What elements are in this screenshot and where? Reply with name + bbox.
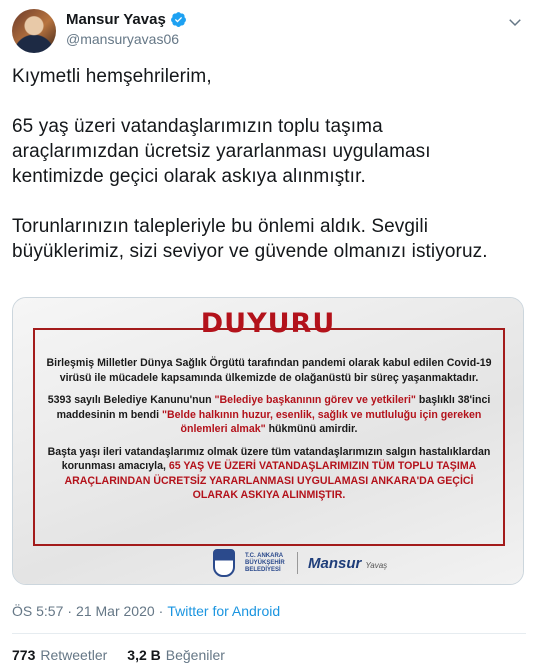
tweet-line: kentimizde geçici olarak askıya alınmıştır.: [12, 166, 366, 187]
tweet-line: Kıymetli hemşehrilerim,: [12, 66, 212, 87]
retweets-label: Retweetler: [40, 647, 108, 663]
poster-highlight: 65 YAŞ VE ÜZERİ VATANDAŞLARIMIZIN TÜM TOPLU TAŞIMA ARAÇLARINDAN ÜCRETSİZ YARARLANMASI UYGULAMASI ANKARA'DA GEÇİCİ OLARAK ASKIYA ALINMIŞTIR.: [64, 460, 477, 501]
poster-footer: [213, 548, 387, 578]
likes-label: Beğeniler: [165, 647, 225, 663]
poster-highlight: "Belde halkının huzur, esenlik, sağlık ve mutluluğu için gereken önlemleri almak": [161, 408, 482, 435]
tweet-date[interactable]: 21 Mar 2020: [76, 603, 155, 619]
meta-dot: ·: [158, 603, 164, 619]
poster-text: Başta yaşı ileri vatandaşlarımız olmak üzere tüm vatandaşlarımızın salgın hastalıklardan korunması amacıyla,: [47, 445, 491, 472]
retweets-stat[interactable]: [12, 647, 107, 663]
tweet-line: araçlarımızdan ücretsiz yararlanması uygulaması: [12, 141, 431, 162]
tweet-image[interactable]: [12, 297, 524, 585]
poster-text: hükmünü amirdir.: [265, 423, 358, 435]
meta-dot: ·: [67, 603, 73, 619]
tweet-header: [12, 9, 526, 53]
poster-paragraph: [43, 393, 495, 437]
name-row: [66, 11, 187, 28]
ankara-municipality-logo-icon: [213, 549, 235, 577]
tweet-line: Torunlarınızın talepleriyle bu önlemi aldık. Sevgili: [12, 216, 429, 237]
likes-count: 3,2 B: [127, 647, 161, 663]
poster-body: [43, 356, 495, 511]
poster-title: DUYURU: [200, 308, 336, 339]
tweet-meta: [12, 603, 280, 619]
signature-name: Mansur: [308, 554, 362, 572]
retweets-count: 773: [12, 647, 36, 663]
user-handle[interactable]: @mansuryavas06: [66, 31, 180, 47]
poster-paragraph: [43, 445, 495, 503]
chevron-down-icon[interactable]: [506, 13, 524, 31]
divider: [12, 633, 526, 634]
signature: [308, 555, 387, 572]
poster-text: 5393 sayılı Belediye Kanunu'nun: [47, 394, 215, 406]
tweet-line: büyüklerimiz, sizi seviyor ve güvende olmanızı istiyoruz.: [12, 241, 488, 262]
divider: [297, 552, 298, 574]
announcement-poster: [13, 298, 523, 584]
tweet-source-link[interactable]: Twitter for Android: [167, 603, 281, 619]
logo-text: T.C. ANKARA BÜYÜKŞEHİR BELEDİYESİ: [245, 552, 285, 573]
signature-sub: Yavaş: [365, 560, 388, 570]
poster-highlight: "Belediye başkanının görev ve yetkileri": [214, 394, 416, 406]
user-name[interactable]: Mansur Yavaş: [66, 11, 166, 28]
tweet-text: [12, 64, 526, 264]
poster-text: başlıklı 38'inci maddesinin m bendi: [56, 394, 491, 421]
tweet-stats: [12, 647, 225, 663]
verified-badge-icon: [170, 11, 187, 28]
tweet-line: 65 yaş üzeri vatandaşlarımızın toplu taşıma: [12, 116, 383, 137]
avatar[interactable]: [12, 9, 56, 53]
tweet-time[interactable]: ÖS 5:57: [12, 603, 64, 619]
poster-paragraph: Birleşmiş Milletler Dünya Sağlık Örgütü tarafından pandemi olarak kabul edilen Covid-19 virüsü ile mücadele kapsamında ülkemizde de olağanüstü bir süreç yaşanmaktadır.: [46, 357, 492, 384]
likes-stat[interactable]: [127, 647, 225, 663]
